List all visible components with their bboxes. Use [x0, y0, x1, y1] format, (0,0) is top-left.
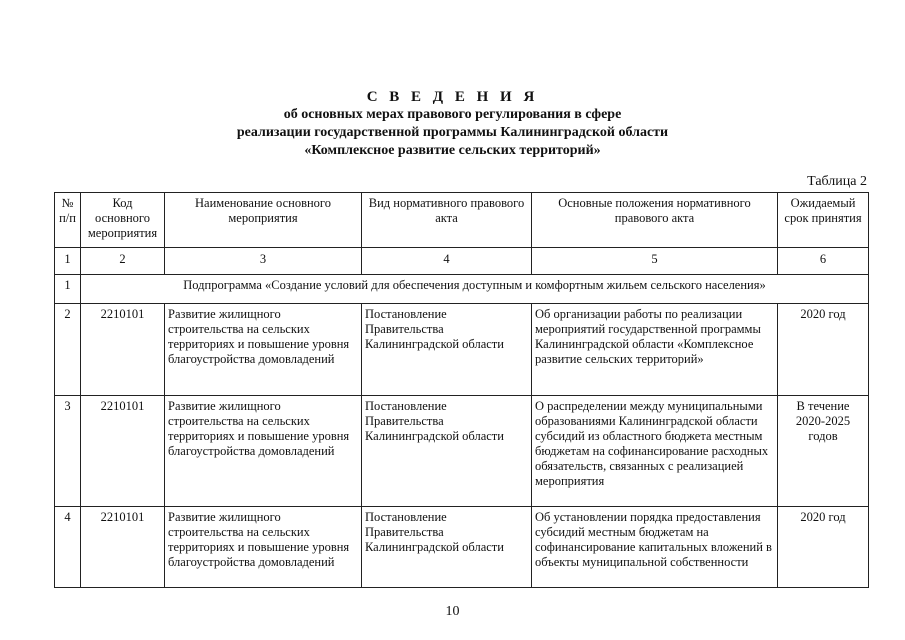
row-name: Развитие жилищного строительства на сельских территориях и повышение уровня благоустройства домовладений — [165, 396, 362, 507]
row-act: Постановление Правительства Калининградской области — [362, 304, 532, 396]
header-term: Ожидаемый срок принятия — [778, 193, 869, 248]
header-act: Вид нормативного правового акта — [362, 193, 532, 248]
subprogram-title: Подпрограмма «Создание условий для обеспечения доступным и комфортным жильем сельского населения» — [81, 275, 869, 304]
row-provisions: О распределении между муниципальными образованиями Калининградской области субсидий из областного бюджета местным бюджетам на софинансирование расходных обязательств, связанных с реализацией мероприятия — [532, 396, 778, 507]
row-term: 2020 год — [778, 507, 869, 588]
row-provisions: Об организации работы по реализации мероприятий государственной программы Калининградской области «Комплексное развитие сельских территорий» — [532, 304, 778, 396]
row-name: Развитие жилищного строительства на сельских территориях и повышение уровня благоустройства домовладений — [165, 507, 362, 588]
table-row — [55, 396, 869, 507]
header-provisions: Основные положения нормативного правового акта — [532, 193, 778, 248]
title-line-3: реализации государственной программы Калининградской области — [236, 125, 669, 140]
column-number-row — [55, 248, 869, 275]
row-num: 4 — [55, 507, 81, 588]
header-row — [55, 193, 869, 248]
row-num: 3 — [55, 396, 81, 507]
row-act: Постановление Правительства Калининградской области — [362, 507, 532, 588]
title-heading: С В Е Д Е Н И Я — [366, 89, 539, 105]
row-provisions: Об установлении порядка предоставления субсидий местным бюджетам на софинансирование капитальных вложений в объекты муниципальной собственности — [532, 507, 778, 588]
row-code: 2210101 — [81, 507, 165, 588]
page-number: 10 — [445, 604, 460, 619]
row-term: В течение 2020-2025 годов — [778, 396, 869, 507]
table-label: Таблица 2 — [807, 174, 867, 189]
table-row — [55, 304, 869, 396]
column-number: 1 — [55, 248, 81, 275]
document-title — [0, 88, 905, 160]
column-number: 3 — [165, 248, 362, 275]
title-line-4: «Комплексное развитие сельских территорий» — [304, 143, 601, 158]
row-name: Развитие жилищного строительства на сельских территориях и повышение уровня благоустройства домовладений — [165, 304, 362, 396]
table-row — [55, 507, 869, 588]
row-num: 2 — [55, 304, 81, 396]
header-code: Код основного мероприятия — [81, 193, 165, 248]
row-code: 2210101 — [81, 304, 165, 396]
header-num: № п/п — [55, 193, 81, 248]
row-term: 2020 год — [778, 304, 869, 396]
measures-table — [54, 192, 869, 588]
subprogram-num: 1 — [55, 275, 81, 304]
column-number: 2 — [81, 248, 165, 275]
column-number: 6 — [778, 248, 869, 275]
row-code: 2210101 — [81, 396, 165, 507]
column-number: 4 — [362, 248, 532, 275]
header-name: Наименование основного мероприятия — [165, 193, 362, 248]
title-line-2: об основных мерах правового регулирования в сфере — [283, 107, 622, 122]
subprogram-row — [55, 275, 869, 304]
row-act: Постановление Правительства Калининградской области — [362, 396, 532, 507]
column-number: 5 — [532, 248, 778, 275]
